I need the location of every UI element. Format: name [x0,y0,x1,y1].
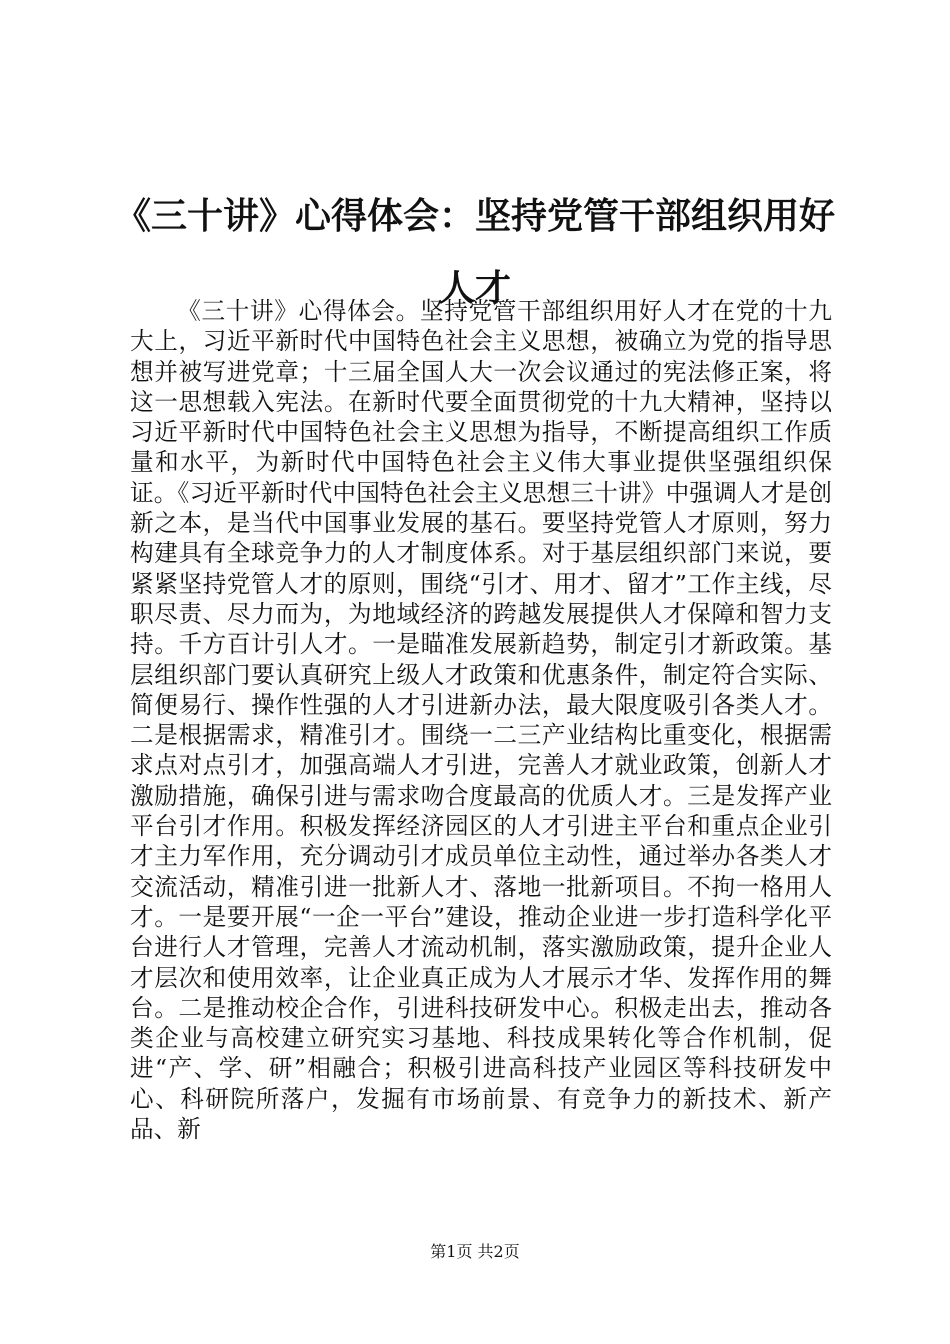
document-body: 《三十讲》心得体会。坚持党管干部组织用好人才在党的十九大上，习近平新时代中国特色社会主义思想，被确立为党的指导思想并被写进党章；十三届全国人大一次会议通过的宪法修正案，将这一思想载入宪法。在新时代要全面贯彻党的十九大精神，坚持以习近平新时代中国特色社会主义思想为指导，不断提高组织工作质量和水平，为新时代中国特色社会主义伟大事业提供坚强组织保证。《习近平新时代中国特色社会主义思想三十讲》中强调人才是创新之本，是当代中国事业发展的基石。要坚持党管人才原则，努力构建具有全球竞争力的人才制度体系。对于基层组织部门来说，要紧紧坚持党管人才的原则，围绕“引才、用才、留才”工作主线，尽职尽责、尽力而为，为地域经济的跨越发展提供人才保障和智力支持。千方百计引人才。一是瞄准发展新趋势，制定引才新政策。基层组织部门要认真研究上级人才政策和优惠条件，制定符合实际、简便易行、操作性强的人才引进新办法，最大限度吸引各类人才。二是根据需求，精准引才。围绕一二三产业结构比重变化，根据需求点对点引才，加强高端人才引进，完善人才就业政策，创新人才激励措施，确保引进与需求吻合度最高的优质人才。三是发挥产业平台引才作用。积极发挥经济园区的人才引进主平台和重点企业引才主力军作用，充分调动引才成员单位主动性，通过举办各类人才交流活动，精准引进一批新人才、落地一批新项目。不拘一格用人才。一是要开展“一企一平台”建设，推动企业进一步打造科学化平台进行人才管理，完善人才流动机制，落实激励政策，提升企业人才层次和使用效率，让企业真正成为人才展示才华、发挥作用的舞台。二是推动校企合作，引进科技研发中心。积极走出去，推动各类企业与高校建立研究实习基地、科技成果转化等合作机制，促进“产、学、研”相融合；积极引进高科技产业园区等科技研发中心、科研院所落户，发掘有市场前景、有竞争力的新技术、新产品、新 [130,297,832,1144]
document-title: 《三十讲》心得体会：坚持党管干部组织用好人才 [114,195,835,309]
page-number: 第1页 共2页 [430,1242,520,1261]
